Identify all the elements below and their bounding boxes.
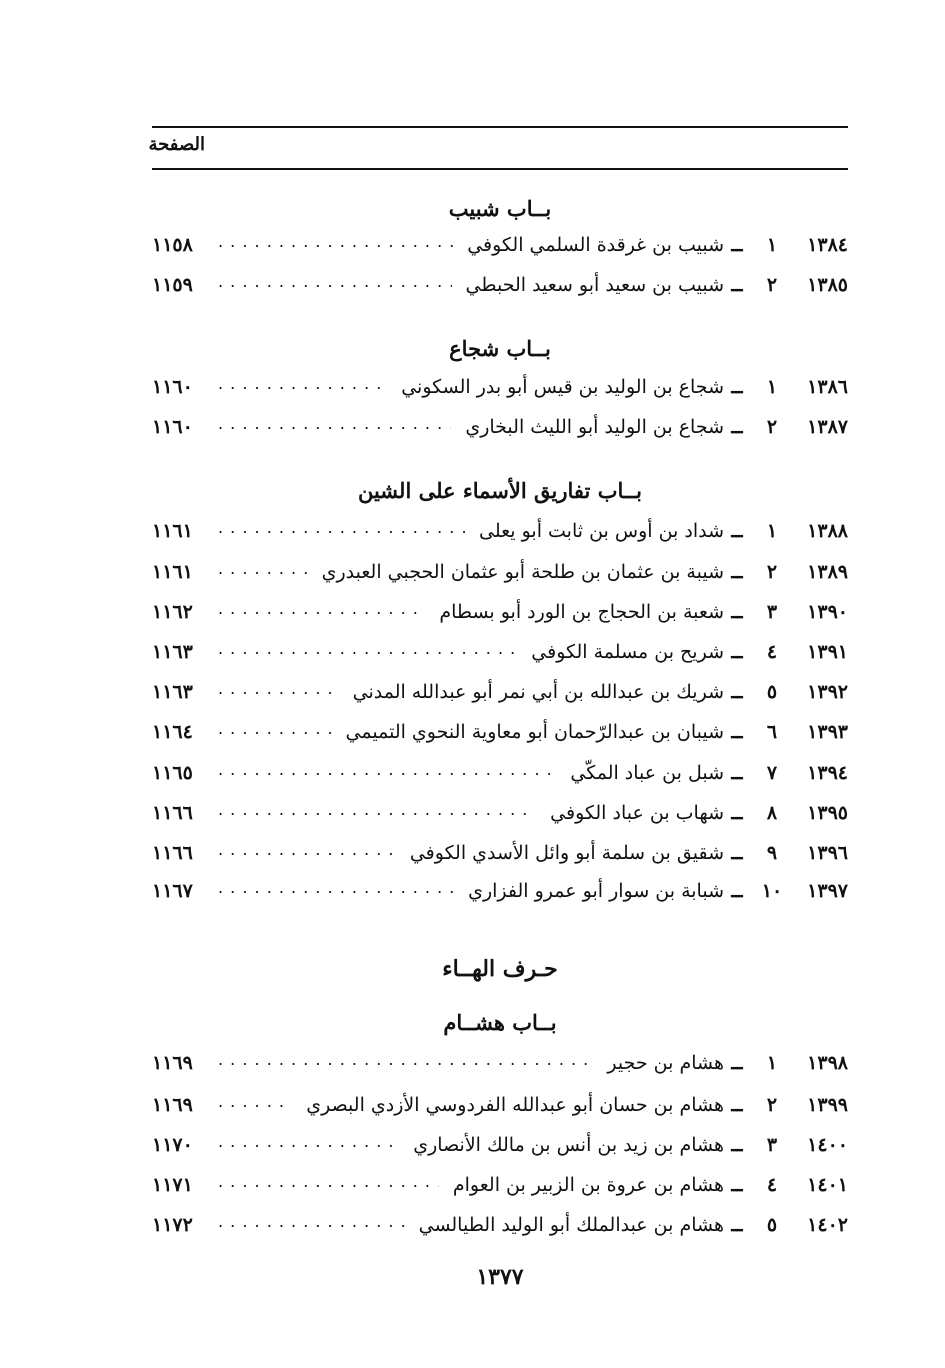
leader-dots <box>218 1135 399 1155</box>
entry-page: ١١٦٥ <box>152 762 193 784</box>
entry-index: ١٠ <box>761 880 783 902</box>
index-entry <box>152 1168 848 1202</box>
entry-index: ٣ <box>766 601 778 623</box>
entry-page: ١١٦٠ <box>152 376 193 398</box>
entry-index: ٥ <box>766 681 778 703</box>
entry-index: ٧ <box>766 762 778 784</box>
entry-serial: ١٣٩٢ <box>807 681 848 703</box>
entry-serial: ١٣٩٤ <box>807 762 848 784</box>
entry-serial: ١٣٨٥ <box>807 274 848 296</box>
entry-name: شجاع بن الوليد بن قيس أبو بدر السكوني <box>401 376 724 398</box>
leader-dots <box>218 881 454 901</box>
index-entry <box>152 635 848 669</box>
entry-index: ١ <box>766 520 778 542</box>
entry-dash: ــ <box>731 721 743 743</box>
index-entry <box>152 410 848 444</box>
entry-name: شيبان بن عبدالرّحمان أبو معاوية النحوي التميمي <box>345 721 724 743</box>
entry-dash: ــ <box>731 1174 743 1196</box>
entry-serial: ١٤٠٢ <box>807 1214 848 1236</box>
entry-serial: ١٣٩٦ <box>807 842 848 864</box>
entry-serial: ١٣٨٧ <box>807 416 848 438</box>
index-entry <box>152 370 848 404</box>
header-top-rule <box>152 126 848 128</box>
index-entry <box>152 595 848 629</box>
entry-index: ٢ <box>766 274 778 296</box>
entry-page: ١١٧٢ <box>152 1214 193 1236</box>
entry-serial: ١٤٠٠ <box>807 1134 848 1156</box>
entry-serial: ١٣٩٠ <box>807 601 848 623</box>
entry-serial: ١٣٩٩ <box>807 1094 848 1116</box>
entry-name: شيبة بن عثمان بن طلحة أبو عثمان الحجبي العبدري <box>321 561 724 583</box>
entry-dash: ــ <box>731 1052 743 1074</box>
entry-index: ٤ <box>766 1174 778 1196</box>
index-entry <box>152 1208 848 1242</box>
entry-serial: ١٣٩٣ <box>807 721 848 743</box>
entry-serial: ١٣٩٨ <box>807 1052 848 1074</box>
entry-index: ١ <box>766 1052 778 1074</box>
entry-serial: ١٣٨٨ <box>807 520 848 542</box>
entry-page: ١١٦٠ <box>152 416 193 438</box>
page-column-label: الصفحة <box>148 134 205 155</box>
index-entry <box>152 1046 848 1080</box>
index-entry <box>152 836 848 870</box>
entry-dash: ــ <box>731 520 743 542</box>
entry-page: ١١٦١ <box>152 561 193 583</box>
entry-page: ١١٦١ <box>152 520 193 542</box>
index-entry <box>152 715 848 749</box>
entry-page: ١١٥٩ <box>152 274 193 296</box>
leader-dots <box>218 602 425 622</box>
entry-name: شريح بن مسلمة الكوفي <box>531 641 724 663</box>
entry-page: ١١٦٣ <box>152 641 193 663</box>
leader-dots <box>218 843 396 863</box>
entry-dash: ــ <box>731 1134 743 1156</box>
section-heading: بــاب شبيب <box>448 196 552 221</box>
section-heading: بــاب هشــام <box>443 1010 557 1035</box>
entry-dash: ــ <box>731 842 743 864</box>
entry-serial: ١٣٨٩ <box>807 561 848 583</box>
leader-dots <box>218 521 465 541</box>
entry-index: ٤ <box>766 641 778 663</box>
page-number: ١٣٧٧ <box>476 1264 524 1290</box>
entry-dash: ــ <box>731 762 743 784</box>
entry-dash: ــ <box>731 376 743 398</box>
index-entry <box>152 228 848 262</box>
entry-index: ٢ <box>766 561 778 583</box>
entry-index: ١ <box>766 376 778 398</box>
entry-page: ١١٦٦ <box>152 802 193 824</box>
leader-dots <box>218 1215 405 1235</box>
entry-name: شداد بن أوس بن ثابت أبو يعلى <box>478 520 724 542</box>
entry-page: ١١٦٢ <box>152 601 193 623</box>
entry-name: هشام بن حسان أبو عبدالله الفردوسي الأزدي البصري <box>306 1094 724 1116</box>
entry-name: شبل بن عباد المكّي <box>570 762 724 784</box>
entry-dash: ــ <box>731 416 743 438</box>
entry-dash: ــ <box>731 1214 743 1236</box>
entry-serial: ١٤٠١ <box>807 1174 848 1196</box>
leader-dots <box>218 275 452 295</box>
leader-dots <box>218 722 332 742</box>
index-entry <box>152 514 848 548</box>
entry-index: ١ <box>766 234 778 256</box>
entry-page: ١١٦٩ <box>152 1052 193 1074</box>
leader-dots <box>218 763 556 783</box>
entry-dash: ــ <box>731 802 743 824</box>
index-entry <box>152 1088 848 1122</box>
entry-dash: ــ <box>731 641 743 663</box>
index-entry <box>152 268 848 302</box>
entry-dash: ــ <box>731 274 743 296</box>
entry-page: ١١٦٤ <box>152 721 193 743</box>
entry-page: ١١٦٩ <box>152 1094 193 1116</box>
index-entry <box>152 756 848 790</box>
entry-name: شقيق بن سلمة أبو وائل الأسدي الكوفي <box>409 842 724 864</box>
entry-index: ٦ <box>766 721 778 743</box>
entry-dash: ــ <box>731 601 743 623</box>
entry-page: ١١٧٠ <box>152 1134 193 1156</box>
section-heading: بــاب شجاع <box>449 336 551 361</box>
entry-name: هشام بن حجير <box>607 1052 724 1074</box>
index-entry <box>152 874 848 908</box>
leader-dots <box>218 417 451 437</box>
entry-serial: ١٣٨٤ <box>807 234 848 256</box>
leader-dots <box>218 1095 292 1115</box>
leader-dots <box>218 642 517 662</box>
entry-name: هشام بن عبدالملك أبو الوليد الطيالسي <box>418 1214 724 1236</box>
entry-page: ١١٥٨ <box>152 234 193 256</box>
index-entry <box>152 675 848 709</box>
entry-serial: ١٣٨٦ <box>807 376 848 398</box>
leader-dots <box>218 1053 593 1073</box>
entry-page: ١١٦٦ <box>152 842 193 864</box>
index-entry <box>152 555 848 589</box>
entry-name: شريك بن عبدالله بن أبي نمر أبو عبدالله المدني <box>352 681 724 703</box>
entry-index: ٢ <box>766 416 778 438</box>
entry-name: شعبة بن الحجاج بن الورد أبو بسطام <box>439 601 724 623</box>
entry-dash: ــ <box>731 880 743 902</box>
entry-dash: ــ <box>731 1094 743 1116</box>
index-entry <box>152 796 848 830</box>
entry-name: شبيب بن سعيد أبو سعيد الحبطي <box>465 274 724 296</box>
entry-index: ٩ <box>766 842 778 864</box>
entry-dash: ــ <box>731 561 743 583</box>
entry-index: ٨ <box>766 802 778 824</box>
leader-dots <box>218 682 339 702</box>
entry-name: شبيب بن غرقدة السلمي الكوفي <box>467 234 724 256</box>
entry-name: شهاب بن عباد الكوفي <box>550 802 724 824</box>
leader-dots <box>218 235 453 255</box>
entry-serial: ١٣٩٧ <box>807 880 848 902</box>
entry-index: ٢ <box>766 1094 778 1116</box>
entry-name: هشام بن زيد بن أنس بن مالك الأنصاري <box>413 1134 724 1156</box>
entry-dash: ــ <box>731 234 743 256</box>
entry-page: ١١٧١ <box>152 1174 193 1196</box>
letter-heading: حـرف الهــاء <box>442 956 558 982</box>
entry-page: ١١٦٣ <box>152 681 193 703</box>
entry-index: ٥ <box>766 1214 778 1236</box>
entry-name: شجاع بن الوليد أبو الليث البخاري <box>465 416 724 438</box>
entry-index: ٣ <box>766 1134 778 1156</box>
index-entry <box>152 1128 848 1162</box>
section-heading: بــاب تفاريق الأسماء على الشين <box>357 478 643 503</box>
entry-name: شبابة بن سوار أبو عمرو الفزاري <box>468 880 724 902</box>
entry-serial: ١٣٩٥ <box>807 802 848 824</box>
header-bottom-rule <box>152 168 848 170</box>
entry-serial: ١٣٩١ <box>807 641 848 663</box>
leader-dots <box>218 377 387 397</box>
entry-page: ١١٦٧ <box>152 880 193 902</box>
leader-dots <box>218 562 308 582</box>
entry-name: هشام بن عروة بن الزبير بن العوام <box>452 1174 724 1196</box>
entry-dash: ــ <box>731 681 743 703</box>
leader-dots <box>218 803 536 823</box>
leader-dots <box>218 1175 439 1195</box>
